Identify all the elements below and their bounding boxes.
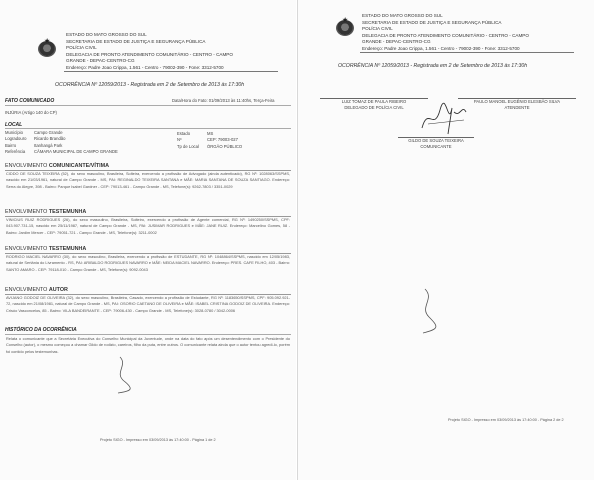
handwritten-signature-icon: [418, 98, 468, 138]
header-divider: [64, 71, 278, 72]
signature-role: COMUNICANTE: [420, 143, 452, 149]
ocorrencia-number: OCORRÊNCIA Nº 12059/2013 - Registrada em 2 de Setembro de 2013 às 17:30h: [338, 63, 528, 69]
handwritten-mark-icon: [110, 355, 140, 395]
header-line: Endereço: Padre Joao Crippa, 1.561 - Centro - 79002-390 - Fone: 3312-5700: [362, 45, 520, 51]
envolvimento-text: RODRIGO MACIEL NAVARRO (30), do sexo masculino, Brasileira, exercendo a profissão de ESTUDANTE, RG Nº: 1048864/SSPMS, nascido em 12/05/1983, natural de Sertânia do Livramento - RS, PAI: ARIBALDO RODRIGUES NAVARRO e MÃE: NEIDA MACIEL NAVARRO. Endereço: PRES. CAFE FILHO, 403 - Bairro: SANTO AMARO - CEP: 79118-010 - Campo Grande - MS, Telefone(s): 9092-0043: [6, 254, 290, 272]
local-value: MS: [207, 131, 214, 136]
envolvimento-heading: [5, 246, 291, 254]
envolvimento-text: VINICIUS RUIZ RODRIGUES (26), do sexo masculino, Brasileira, Solteiro, exercendo a profissão de Agente comercial, RG Nº: 1490250/SSPMS, CPF: 043.907.731-15, nascido em 25/11/1987, natural de Campo Grande - MS, PAI: JUSIMAR RODRIGUES e MÃE: JANE RUIZ. Endereço: Marcelino Gomes, 58 - Bairro: Jardim Mercer - CEP: 79051-721 - Campo Grande - MS, Telefone(s): 3211-0002: [6, 217, 290, 235]
envolvimento-text: CIDDO DE SOUZA TEIXEIRA (52), do sexo masculino, Brasileira, Solteira, exercendo a profissão de Advogado (ainda autenticado), RG Nº: 1028063/SSPMS, nascido em 21/03/1961, natural de Campo Grande - MS, PAI: REGINALDO TEIXEIRA SANTANA e MÃE: MARIA SANTANA DE SOUZA SANTIAGO. Endereço: Serra do Alegre, 398 - Bairro: Parque Isabel Gardner - CEP: 79013-461 - Campo Grande - MS, Telefone(s): 9262-7803 / 3351-0029: [6, 171, 290, 189]
fato-tipo: INJÚRIA (Artigo 140 do CP): [5, 110, 57, 115]
local-right-labels: [177, 131, 199, 150]
page2-footer: Projeto SIGO - Impresso em 03/09/2013 às 17:40:00 - Página 2 de 2: [448, 418, 564, 422]
page2-header: [362, 13, 529, 53]
header-line: ESTADO DO MATO GROSSO DO SUL: [66, 32, 147, 37]
header-line: ESTADO DO MATO GROSSO DO SUL: [362, 13, 443, 18]
local-value: CEP: 79003-027: [207, 137, 238, 143]
header-line: GRANDE - DEPAC-CENTRO-CG: [66, 58, 135, 64]
fato-divider: [5, 105, 291, 106]
local-value: Itanhangá Park: [34, 142, 63, 148]
state-crest-icon: ★: [334, 17, 356, 39]
local-label: Logradouro: [5, 136, 27, 142]
signature-block-atendente: [450, 99, 584, 110]
envolvimento-label: ENVOLVIMENTO: [5, 209, 48, 215]
envolvimento-heading: [5, 209, 291, 217]
signature-name: PAULO MANOEL EUGÊNIO ELESBÃO SILVA: [473, 99, 561, 104]
fato-data-hora: Data/Hora do Fato: 01/09/2013 às 11:40hs, Terça-Feira: [172, 98, 275, 103]
local-label: Tp de Local: [177, 143, 199, 149]
local-label: Nº: [177, 137, 182, 143]
signature-name: GILDO DE SOUZA TEIXEIRA: [408, 138, 464, 143]
local-value: ÓRGÃO PÚBLICO: [207, 143, 243, 149]
page1-header: [66, 32, 233, 72]
header-line: Endereço: Padre Joao Crippa, 1.561 - Centro - 79002-390 - Fone: 3312-5700: [66, 64, 224, 70]
envolvimento-role: TESTEMUNHA: [48, 246, 87, 252]
historico-text: Relata o comunicante que a Secretária Executiva do Conselho Municipal da Juventude, onde na data do fato após um desentendimento com o Presidente do Conselho (autor), o mesmo começou a chamar Gildo de rodizio, careiros, filho da puta, entre outros. O comunicante relata ainda que o autor tentou agredi-lo, porém foi contido pelos testemunhas.: [6, 336, 290, 354]
signature-block-comunicante: [388, 138, 484, 149]
header-divider: [360, 52, 574, 53]
envolvimento-label: ENVOLVIMENTO: [5, 287, 48, 293]
envolvimento-text: AVIJANO GODOIZ DE OLIVEIRA (32), do sexo masculino, Brasileira, Casado, exercendo a profissão de Estudante, RG Nº: 1183650/SSPMS, CPF: 905.092.921-72, nascido em 21/08/1981, natural de Campo Grande - MS, PAI: OSORIO CAETANO DE OLIVEIRA e MÃE: ISABEL CRISTINA GODOIZ DE OLIVEIRA. Endereço: Crisóo Vasconcelos, 85 - Bairro: VILA BANDEIRANTE - CEP: 79006-430 - Campo Grande - MS, Telefone(s): 3028-0780 / 3042-0006: [6, 295, 290, 313]
state-crest-icon: ★: [36, 38, 58, 60]
local-label: Município: [5, 130, 23, 135]
page1-footer: Projeto SIGO - Impresso em 03/09/2013 às 17:40:00 - Página 1 de 2: [100, 438, 216, 442]
local-labels: [5, 130, 26, 155]
local-values: [34, 130, 118, 155]
local-value: Campo Grande: [34, 130, 63, 135]
envolvimento-label: ENVOLVIMENTO: [5, 246, 48, 252]
envolvimento-role: COMUNICANTE/VÍTIMA: [48, 163, 110, 169]
header-line: POLÍCIA CIVIL: [362, 26, 393, 32]
signature-name: LUIZ TOMAZ DE PAULA RIBEIRO: [341, 99, 407, 104]
envolvimento-heading: [5, 287, 291, 295]
signature-block-delegado: [314, 99, 434, 110]
header-line: SECRETARIA DE ESTADO DE JUSTIÇA E SEGURANÇA PÚBLICA: [66, 38, 206, 44]
historico-title: HISTÓRICO DA OCORRÊNCIA: [5, 327, 77, 333]
header-line: DELEGACIA DE PRONTO ATENDIMENTO COMUNITÁRIO - CENTRO - CAMPO: [362, 32, 529, 38]
local-value: CÂMARA MUNICIPAL DE CAMPO GRANDE: [34, 148, 118, 154]
local-title: LOCAL: [5, 122, 23, 128]
signature-role: DELEGADO DE POLÍCIA CIVIL: [344, 104, 404, 110]
fato-title: FATO COMUNICADO: [5, 98, 55, 104]
local-label: Bairro: [5, 142, 17, 148]
header-line: POLÍCIA CIVIL: [66, 45, 97, 51]
ocorrencia-number: OCORRÊNCIA Nº 12059/2013 - Registrada em 2 de Setembro de 2013 às 17:30h: [55, 82, 245, 88]
signature-role: ATENDENTE: [504, 104, 530, 110]
local-right-values: [207, 131, 242, 150]
local-divider: [5, 128, 291, 129]
handwritten-mark-icon: [413, 285, 453, 335]
historico-divider: [5, 334, 291, 335]
local-label: Referência: [5, 148, 26, 154]
document-page-1: [0, 0, 296, 480]
local-label: Estado: [177, 131, 191, 136]
header-line: SECRETARIA DE ESTADO DE JUSTIÇA E SEGURANÇA PÚBLICA: [362, 19, 502, 25]
document-page-2: [297, 0, 594, 480]
header-line: DELEGACIA DE PRONTO ATENDIMENTO COMUNITÁRIO - CENTRO - CAMPO: [66, 51, 233, 57]
envolvimento-role: AUTOR: [48, 287, 68, 293]
envolvimento-role: TESTEMUNHA: [48, 209, 87, 215]
local-value: Ricardo Brandão: [34, 136, 66, 142]
header-line: GRANDE - DEPAC-CENTRO-CG: [362, 39, 431, 45]
envolvimento-label: ENVOLVIMENTO: [5, 163, 48, 169]
envolvimento-heading: [5, 163, 291, 171]
